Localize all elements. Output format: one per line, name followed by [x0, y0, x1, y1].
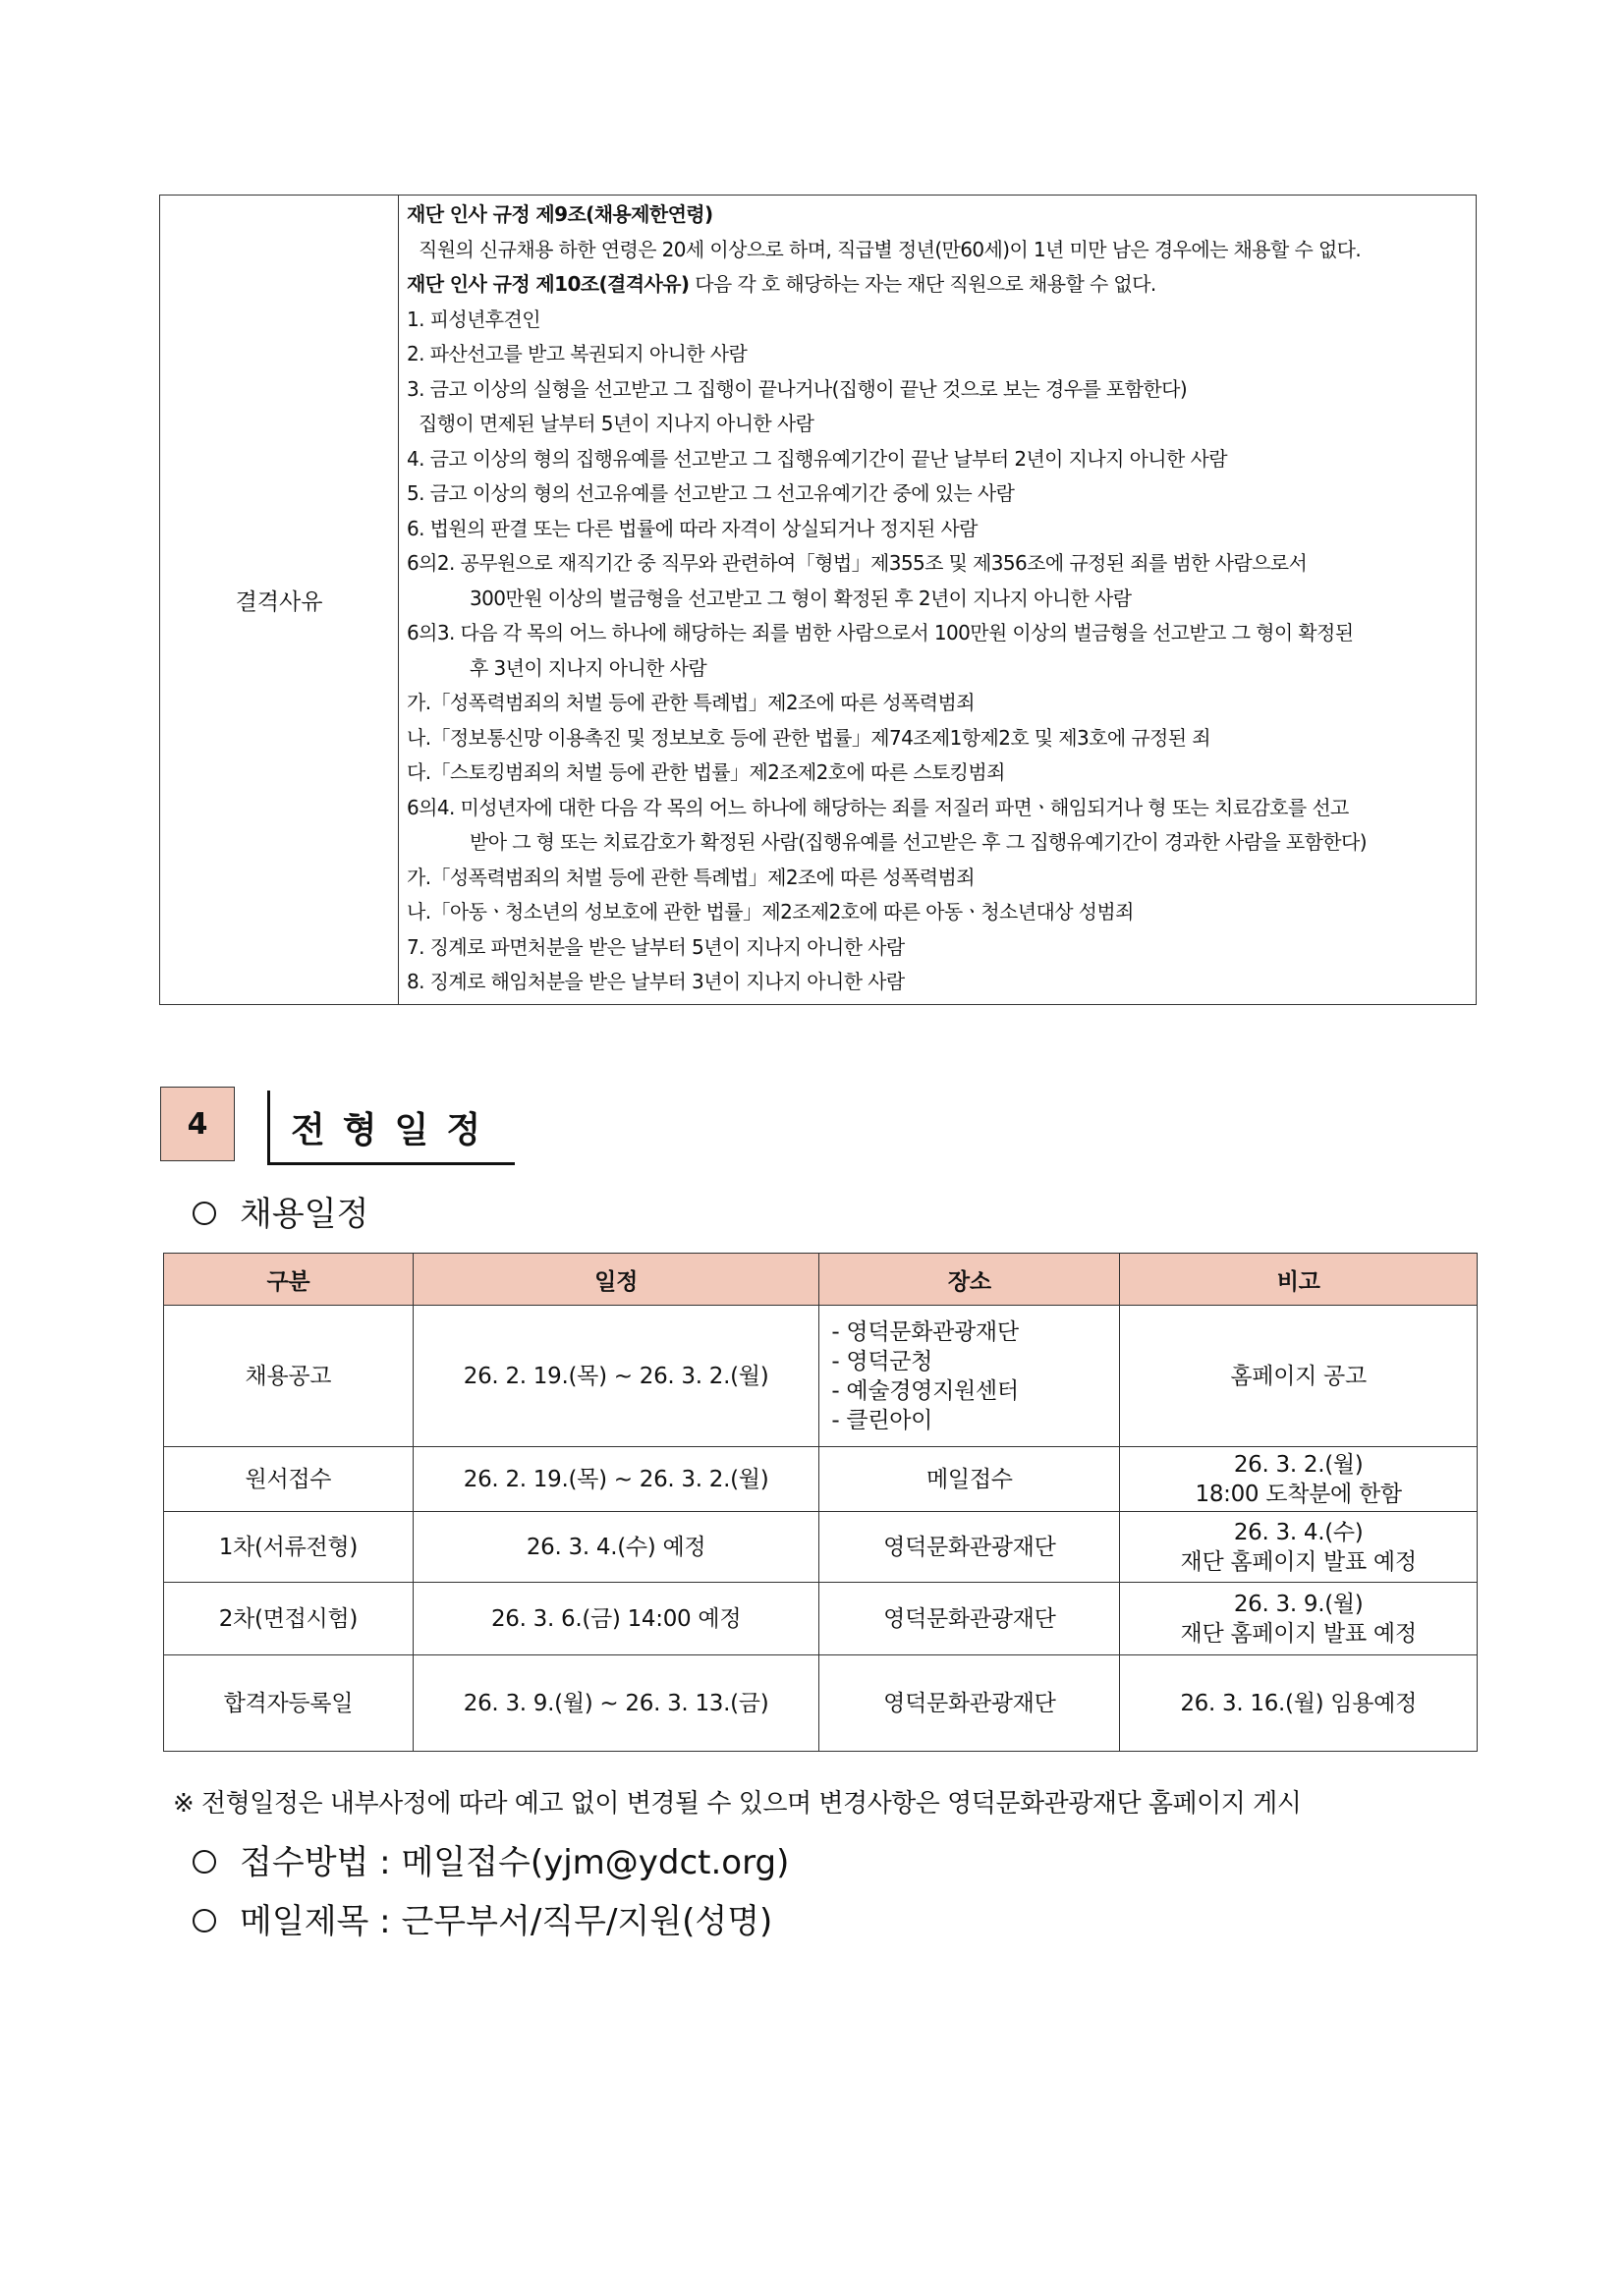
apply-method [193, 1835, 789, 1883]
cell-place: 영덕문화관광재단 [819, 1655, 1120, 1752]
rule-line-bold: 재단 인사 규정 제10조(결격사유) [407, 272, 690, 296]
schedule-bullet-text: 채용일정 [240, 1195, 369, 1234]
section-number: 4 [160, 1087, 235, 1161]
mail-subject-text: 메일제목 : 근무부서/직무/지원(성명) [240, 1902, 773, 1941]
rule-line: 집행이 면제된 날부터 5년이 지나지 아니한 사람 [419, 412, 814, 435]
rule-line: 5. 금고 이상의 형의 선고유예를 선고받고 그 선고유예기간 중에 있는 사람 [407, 481, 1015, 505]
note-line: 26. 3. 9.(월) [1233, 1591, 1364, 1617]
section-heading-underline [267, 1162, 515, 1165]
rule-line: 가.「성폭력범죄의 처벌 등에 관한 특례법」제2조에 따른 성폭력범죄 [407, 865, 975, 889]
rule-line: 나.「정보통신망 이용촉진 및 정보보호 등에 관한 법률」제74조제1항제2호 및 제3호에 규정된 죄 [407, 725, 1210, 750]
section-heading-bar [267, 1091, 270, 1163]
note-line: 26. 3. 2.(월) [1233, 1451, 1364, 1478]
cell-note [1120, 1583, 1478, 1655]
cell-date: 26. 3. 6.(금) 14:00 예정 [413, 1583, 819, 1655]
schedule-table [163, 1253, 1478, 1752]
cell-type: 합격자등록일 [164, 1655, 414, 1752]
disqualification-table [159, 195, 1477, 1005]
note-line: 재단 홈페이지 발표 예정 [1180, 1620, 1417, 1647]
table-row [164, 1512, 1478, 1583]
rule-line: 6의2. 공무원으로 재직기간 중 직무와 관련하여「형법」제355조 및 제356조에 규정된 죄를 범한 사람으로서 [407, 551, 1308, 575]
section-title: 전형일정 [291, 1110, 499, 1150]
disqualification-body [399, 196, 1477, 1005]
rule-line: 가.「성폭력범죄의 처벌 등에 관한 특례법」제2조에 따른 성폭력범죄 [407, 691, 975, 714]
place-item: - 예술경영지원센터 [831, 1377, 1019, 1404]
rule-line: 6의4. 미성년자에 대한 다음 각 목의 어느 하나에 해당하는 죄를 저질러 파면ㆍ해임되거나 형 또는 치료감호를 선고 [407, 795, 1349, 819]
table-row [164, 1655, 1478, 1752]
note-line: 재단 홈페이지 발표 예정 [1180, 1548, 1417, 1575]
rule-line [407, 267, 1468, 303]
note-line: 18:00 도착분에 한함 [1195, 1481, 1402, 1507]
cell-note [1120, 1306, 1478, 1447]
table-row [164, 1583, 1478, 1655]
schedule-header-row [164, 1254, 1478, 1306]
rule-line: 300만원 이상의 벌금형을 선고받고 그 형이 확정된 후 2년이 지나지 아니한 사람 [470, 586, 1132, 610]
note-line: 26. 3. 16.(월) 임용예정 [1180, 1690, 1417, 1716]
rule-line-rest: 다음 각 호 해당하는 자는 재단 직원으로 채용할 수 없다. [689, 272, 1156, 296]
note-line: 홈페이지 공고 [1230, 1363, 1367, 1389]
cell-type: 2차(면접시험) [164, 1583, 414, 1655]
column-header: 일정 [413, 1254, 819, 1306]
table-row [164, 1447, 1478, 1512]
cell-date: 26. 3. 4.(수) 예정 [413, 1512, 819, 1583]
rule-line: 후 3년이 지나지 아니한 사람 [470, 655, 707, 680]
schedule-bullet [193, 1187, 368, 1235]
rule-line: 6. 법원의 판결 또는 다른 법률에 따라 자격이 상실되거나 정지된 사람 [407, 516, 978, 540]
cell-date: 26. 3. 9.(월) ~ 26. 3. 13.(금) [413, 1655, 819, 1752]
rule-line: 8. 징계로 해임처분을 받은 날부터 3년이 지나지 아니한 사람 [407, 970, 905, 993]
place-item: - 영덕문화관광재단 [831, 1318, 1019, 1345]
circle-bullet-icon [193, 1202, 216, 1225]
circle-bullet-icon [193, 1909, 216, 1932]
note-line: 26. 3. 4.(수) [1233, 1519, 1364, 1545]
column-header: 장소 [819, 1254, 1120, 1306]
cell-place [819, 1306, 1120, 1447]
rule-line: 6의3. 다음 각 목의 어느 하나에 해당하는 죄를 범한 사람으로서 100만원 이상의 벌금형을 선고받고 그 형이 확정된 [407, 621, 1354, 644]
cell-note [1120, 1447, 1478, 1512]
column-header: 구분 [164, 1254, 414, 1306]
rule-line: 재단 인사 규정 제9조(채용제한연령) [407, 202, 713, 226]
section-heading [267, 1087, 515, 1165]
rule-line: 7. 징계로 파면처분을 받은 날부터 5년이 지나지 아니한 사람 [407, 934, 905, 959]
rule-line: 받아 그 형 또는 치료감호가 확정된 사람(집행유예를 선고받은 후 그 집행유예기간이 경과한 사람을 포함한다) [470, 830, 1367, 854]
cell-place: 메일접수 [819, 1447, 1120, 1512]
cell-type: 1차(서류전형) [164, 1512, 414, 1583]
column-header: 비고 [1120, 1254, 1478, 1306]
cell-place: 영덕문화관광재단 [819, 1512, 1120, 1583]
rule-line: 다.「스토킹범죄의 처벌 등에 관한 법률」제2조제2호에 따른 스토킹범죄 [407, 760, 1005, 784]
mail-subject [193, 1894, 772, 1942]
schedule-change-note: ※ 전형일정은 내부사정에 따라 예고 없이 변경될 수 있으며 변경사항은 영덕문화관광재단 홈페이지 게시 [173, 1789, 1302, 1819]
disqualification-label: 결격사유 [160, 196, 399, 1005]
cell-type: 채용공고 [164, 1306, 414, 1447]
rule-line: 직원의 신규채용 하한 연령은 20세 이상으로 하며, 직급별 정년(만60세)이 1년 미만 남은 경우에는 채용할 수 없다. [419, 237, 1362, 261]
place-item: - 영덕군청 [831, 1348, 933, 1374]
circle-bullet-icon [193, 1850, 216, 1874]
cell-date: 26. 2. 19.(목) ~ 26. 3. 2.(월) [413, 1447, 819, 1512]
rule-line: 4. 금고 이상의 형의 집행유예를 선고받고 그 집행유예기간이 끝난 날부터 2년이 지나지 아니한 사람 [407, 446, 1227, 471]
table-row [164, 1306, 1478, 1447]
rule-line: 1. 피성년후견인 [407, 307, 540, 331]
rule-line: 3. 금고 이상의 실형을 선고받고 그 집행이 끝나거나(집행이 끝난 것으로 보는 경우를 포함한다) [407, 376, 1188, 401]
rule-line: 나.「아동ㆍ청소년의 성보호에 관한 법률」제2조제2호에 따른 아동ㆍ청소년대상 성범죄 [407, 900, 1134, 924]
cell-note [1120, 1512, 1478, 1583]
cell-note [1120, 1655, 1478, 1752]
cell-date: 26. 2. 19.(목) ~ 26. 3. 2.(월) [413, 1306, 819, 1447]
rule-line: 2. 파산선고를 받고 복권되지 아니한 사람 [407, 342, 748, 365]
cell-type: 원서접수 [164, 1447, 414, 1512]
apply-method-text: 접수방법 : 메일접수(yjm@ydct.org) [240, 1843, 790, 1882]
cell-place: 영덕문화관광재단 [819, 1583, 1120, 1655]
place-item: - 클린아이 [831, 1407, 933, 1433]
